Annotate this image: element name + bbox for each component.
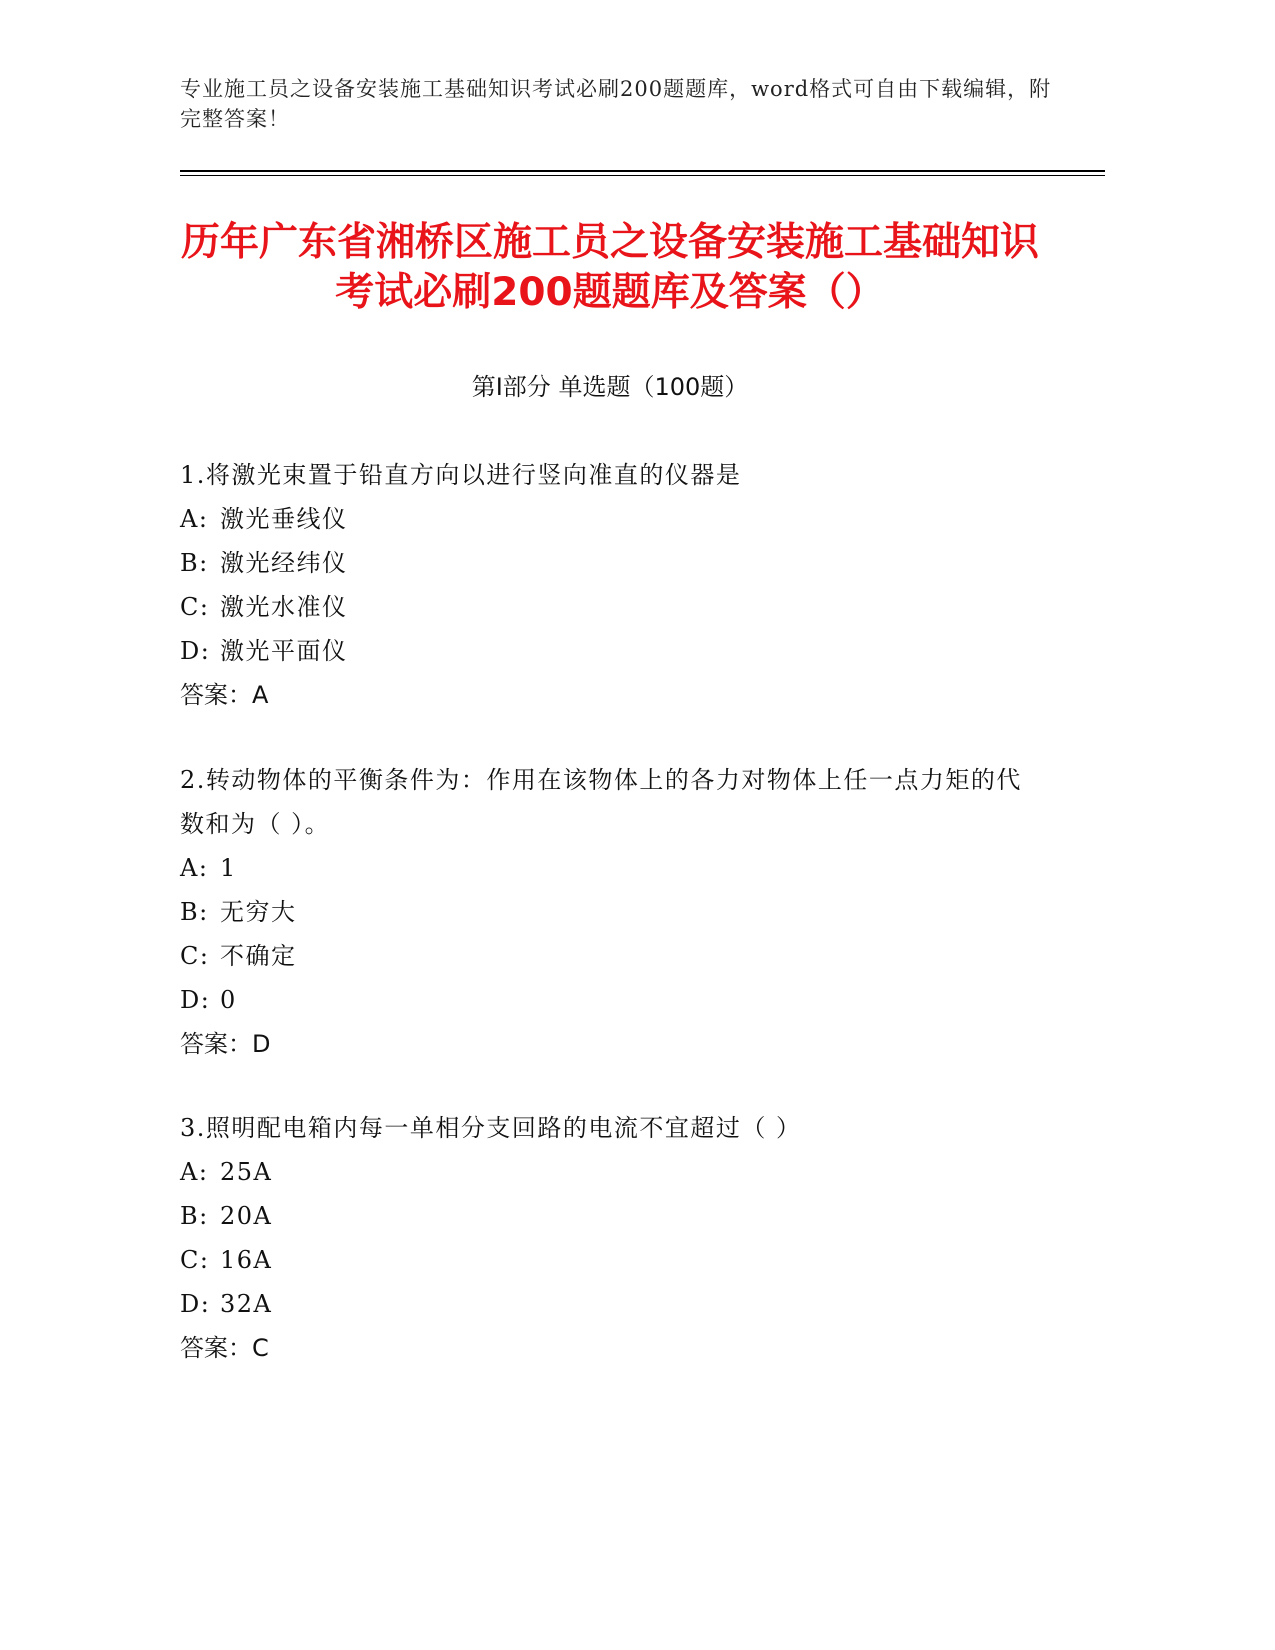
question-3 xyxy=(180,1106,1040,1370)
document-title: 历年广东省湘桥区施工员之设备安装施工基础知识考试必刷200题题库及答案（） xyxy=(180,220,1039,315)
option-text: 16A xyxy=(220,1246,273,1274)
option-a xyxy=(180,1150,1040,1194)
question-stem: 3.照明配电箱内每一单相分支回路的电流不宜超过（ ） xyxy=(180,1114,802,1142)
option-text: 激光经纬仪 xyxy=(220,549,348,577)
option-b xyxy=(180,1194,1040,1238)
option-letter: D: xyxy=(180,1290,211,1318)
section-heading: 第I部分 单选题（100题） xyxy=(471,373,749,401)
question-2 xyxy=(180,758,1040,1066)
option-letter: C: xyxy=(180,942,210,970)
option-b xyxy=(180,890,1040,934)
answer-line: 答案：D xyxy=(180,1030,271,1058)
option-letter: D: xyxy=(180,637,211,665)
option-text: 激光水准仪 xyxy=(220,593,348,621)
option-text: 激光平面仪 xyxy=(220,637,348,665)
answer-line: 答案：C xyxy=(180,1334,269,1362)
option-letter: B: xyxy=(180,1202,209,1230)
option-c xyxy=(180,1238,1040,1282)
option-letter: B: xyxy=(180,549,209,577)
option-text: 无穷大 xyxy=(220,898,297,926)
option-a xyxy=(180,846,1040,890)
option-d xyxy=(180,629,1040,673)
question-1 xyxy=(180,453,1040,717)
option-text: 20A xyxy=(220,1202,273,1230)
option-d xyxy=(180,978,1040,1022)
header-rule-thin xyxy=(180,175,1105,176)
option-text: 0 xyxy=(220,986,237,1014)
answer-line: 答案：A xyxy=(180,681,269,709)
option-letter: C: xyxy=(180,593,210,621)
option-a xyxy=(180,497,1040,541)
option-letter: A: xyxy=(180,854,209,882)
option-c xyxy=(180,585,1040,629)
option-c xyxy=(180,934,1040,978)
option-d xyxy=(180,1282,1040,1326)
option-letter: C: xyxy=(180,1246,210,1274)
header-note: 专业施工员之设备安装施工基础知识考试必刷200题题库，word格式可自由下载编辑，附完整答案！ xyxy=(180,77,1052,131)
option-letter: D: xyxy=(180,986,211,1014)
question-stem: 1.将激光束置于铅直方向以进行竖向准直的仪器是 xyxy=(180,461,742,489)
option-text: 不确定 xyxy=(220,942,297,970)
option-text: 32A xyxy=(220,1290,273,1318)
option-text: 25A xyxy=(220,1158,273,1186)
option-text: 激光垂线仪 xyxy=(220,505,348,533)
option-b xyxy=(180,541,1040,585)
option-text: 1 xyxy=(220,854,237,882)
option-letter: A: xyxy=(180,505,209,533)
option-letter: A: xyxy=(180,1158,209,1186)
question-stem: 2.转动物体的平衡条件为：作用在该物体上的各力对物体上任一点力矩的代数和为（ ）。 xyxy=(180,766,1022,838)
header-rule-thick xyxy=(180,170,1105,172)
option-letter: B: xyxy=(180,898,209,926)
